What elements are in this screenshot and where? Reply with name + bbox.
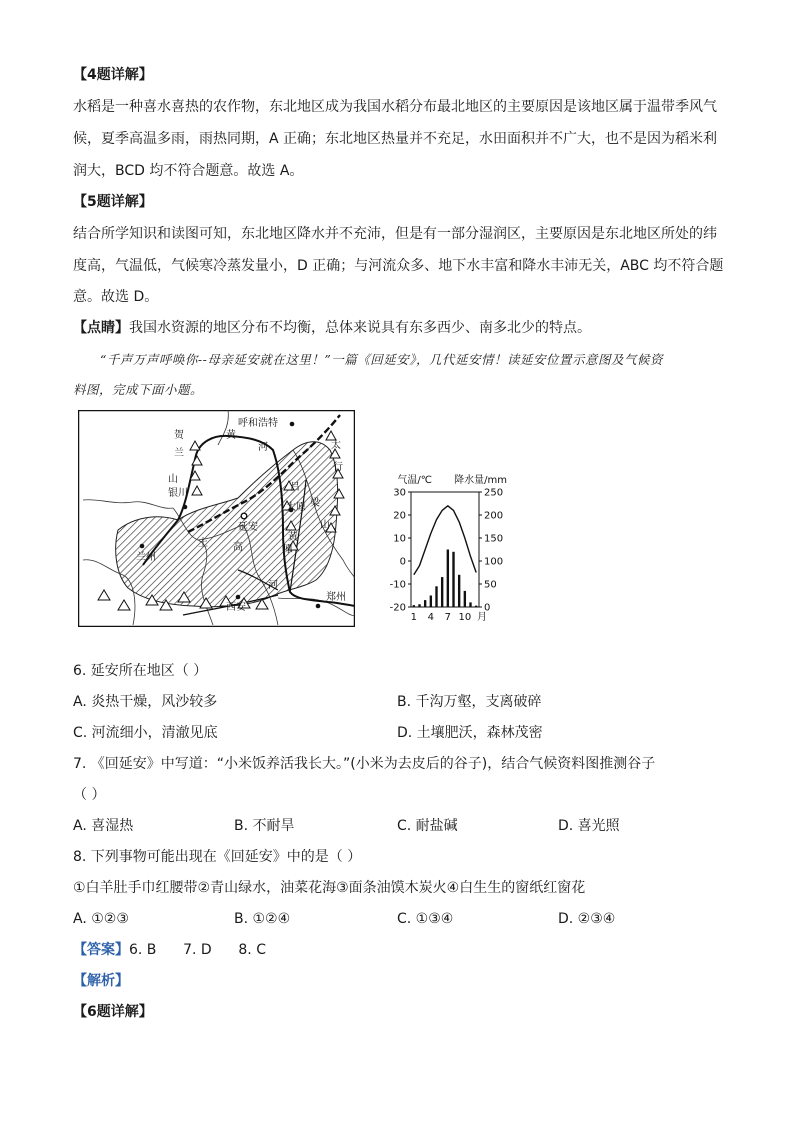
precipitation-tick-label: 250	[484, 487, 504, 499]
answer-line	[73, 942, 266, 958]
analysis-label: 【解析】	[73, 973, 129, 989]
q7-paren: （ ）	[73, 787, 106, 803]
q6-option-c: C. 河流细小，清澈见底	[73, 725, 218, 741]
q8-option-d: D. ②③④	[558, 911, 616, 927]
precipitation-bar	[430, 596, 432, 608]
label-tu: 土	[198, 538, 208, 549]
precipitation-bar	[418, 604, 420, 607]
label-lv: 吕	[290, 482, 300, 493]
precipitation-axis-title: 降水量/mm	[454, 475, 507, 486]
q6-detail-heading: 【6题详解】	[73, 1004, 153, 1020]
lanzhou-city-icon	[140, 544, 145, 549]
precipitation-bar	[475, 606, 477, 607]
q5-text-line: 结合所学知识和读图可知，东北地区降水并不充沛，但是有一部分湿润区，主要原因是东北地区所处的纬	[73, 226, 717, 242]
yanan-location-map	[78, 410, 355, 627]
label-shan2: 山	[320, 520, 330, 531]
q4-text-line: 润大，BCD 均不符合题意。故选 A。	[73, 163, 304, 179]
label-taiyuan: 太原	[286, 502, 306, 513]
label-yanan: 延安	[238, 522, 258, 533]
q7-option-c: C. 耐盐碱	[397, 818, 458, 834]
climate-chart	[378, 470, 508, 630]
month-tick-label: 1	[410, 612, 418, 623]
label-gao: 高	[233, 542, 243, 553]
label-river: 河	[268, 580, 278, 591]
label-huang2: 黄	[288, 532, 298, 543]
label-zhengzhou: 郑州	[326, 592, 346, 603]
answer-values: 6. B 7. D 8. C	[129, 942, 266, 958]
precipitation-tick-label: 100	[484, 556, 504, 568]
hohhot-city-icon	[290, 422, 295, 427]
precipitation-bar	[458, 575, 460, 607]
label-tai: 太	[331, 440, 341, 451]
precipitation-bar	[424, 600, 426, 607]
tip-label: 【点睛】	[73, 320, 129, 336]
month-axis-title: 月	[477, 612, 487, 623]
q8-option-a: A. ①②③	[73, 911, 129, 927]
month-tick-label: 7	[444, 612, 452, 623]
temperature-tick-label: -10	[389, 579, 406, 591]
label-he: 贺	[174, 430, 184, 441]
precipitation-bar	[435, 586, 437, 607]
label-he2: 河	[258, 442, 268, 453]
q7-stem: 7. 《回延安》中写道：“小米饭养活我长大。”(小米为去皮后的谷子)，结合气候资料图推测谷子	[73, 756, 656, 772]
label-xian: 西安	[226, 602, 246, 613]
month-tick-label: 4	[427, 612, 435, 623]
month-tick-label: 10	[458, 612, 472, 623]
precipitation-bar	[469, 602, 471, 607]
precipitation-bar	[452, 552, 454, 607]
precipitation-tick-label: 50	[484, 579, 497, 591]
q4-heading: 【4题详解】	[73, 67, 153, 83]
intro-line: 料图，完成下面小题。	[73, 382, 204, 397]
temperature-tick-label: 20	[393, 510, 406, 522]
answer-label: 【答案】	[73, 942, 129, 958]
xian-city-icon	[236, 595, 241, 600]
precipitation-tick-label: 200	[484, 510, 504, 522]
zhengzhou-city-icon	[316, 604, 321, 609]
precipitation-tick-label: 0	[484, 602, 491, 614]
label-yinchuan: 银川	[168, 488, 188, 499]
q6-option-d: D. 土壤肥沃，森林茂密	[397, 725, 543, 741]
label-lanzhou: 兰州	[136, 552, 156, 563]
precipitation-bar	[441, 577, 443, 607]
tip-line	[73, 320, 591, 336]
temperature-tick-label: -20	[389, 602, 406, 614]
q8-option-b: B. ①②④	[234, 911, 291, 927]
q7-option-a: A. 喜湿热	[73, 818, 134, 834]
q4-text-line: 水稻是一种喜水喜热的农作物，东北地区成为我国水稻分布最北地区的主要原因是该地区属于温带季风气	[73, 99, 717, 115]
label-hang: 行	[333, 462, 343, 473]
q5-heading: 【5题详解】	[73, 194, 153, 210]
q6-option-a: A. 炎热干燥，风沙较多	[73, 694, 218, 710]
label-hohhot: 呼和浩特	[238, 418, 278, 429]
label-lan: 兰	[174, 448, 184, 459]
precipitation-tick-label: 150	[484, 533, 504, 545]
yinchuan-city-icon	[183, 505, 188, 510]
yanan-city-icon	[241, 513, 247, 519]
precipitation-bar	[413, 605, 415, 607]
label-huang: 黄	[226, 430, 236, 441]
temperature-axis-title: 气温/℃	[397, 475, 432, 486]
q5-text-line: 度高，气温低，气候寒冷蒸发量小，D 正确；与河流众多、地下水丰富和降水丰沛无关，ABC 均不符合题	[73, 258, 724, 274]
label-yuan: 原	[283, 544, 293, 555]
intro-line: “千声万声呼唤你--母亲延安就在这里！”一篇《回延安》，几代延安情！读延安位置示意图及气候资	[100, 352, 663, 367]
precipitation-bar	[464, 591, 466, 607]
temperature-tick-label: 10	[393, 533, 406, 545]
q6-option-b: B. 千沟万壑，支离破碎	[397, 694, 542, 710]
temperature-tick-label: 30	[393, 487, 406, 499]
tip-text: 我国水资源的地区分布不均衡，总体来说具有东多西少、南多北少的特点。	[129, 320, 591, 336]
q7-option-d: D. 喜光照	[558, 818, 620, 834]
q8-items: ①白羊肚手巾红腰带②青山绿水，油菜花海③面条油馍木炭火④白生生的窗纸红窗花	[73, 880, 586, 896]
temperature-curve	[414, 506, 476, 575]
q8-stem: 8. 下列事物可能出现在《回延安》中的是（ ）	[73, 849, 362, 865]
q4-text-line: 候，夏季高温多雨，雨热同期，A 正确；东北地区热量并不充足，水田面积并不广大，也不是因为稻米利	[73, 131, 718, 147]
q6-stem: 6. 延安所在地区（ ）	[73, 663, 208, 679]
label-shan: 山	[168, 474, 178, 485]
label-liang: 梁	[310, 498, 320, 509]
q5-text-line: 意。故选 D。	[73, 289, 159, 305]
q7-option-b: B. 不耐旱	[234, 818, 295, 834]
q8-option-c: C. ①③④	[397, 911, 454, 927]
temperature-tick-label: 0	[399, 556, 406, 568]
precipitation-bar	[447, 550, 449, 608]
